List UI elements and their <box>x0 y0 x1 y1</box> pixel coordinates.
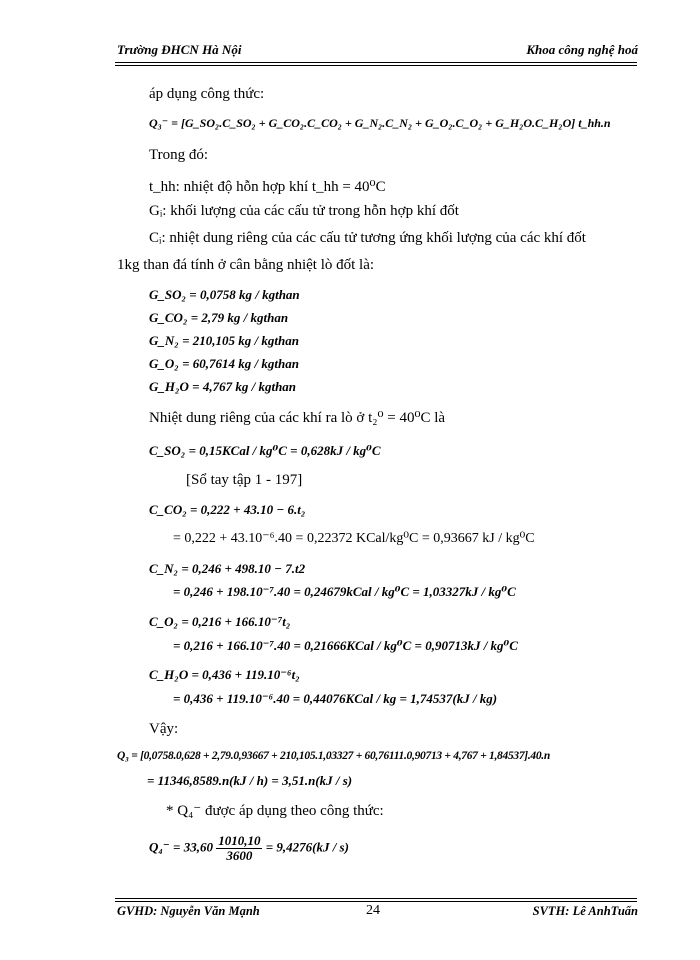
reference: [Sổ tay tập 1 - 197] <box>186 472 303 488</box>
header-right: Khoa công nghệ hoá <box>526 42 638 57</box>
q4-fraction <box>216 834 262 863</box>
header-left: Trường ĐHCN Hà Nội <box>117 42 242 57</box>
footer-rule-2 <box>115 901 637 902</box>
c-h2o-line1: C_H₂O = 0,436 + 119.10⁻⁶t₂ <box>149 667 300 682</box>
heat-intro: Nhiệt dung riêng của các khí ra lò ở t₂⁰ = 40⁰C là <box>149 410 446 426</box>
def-thh: t_hh: nhiệt độ hỗn hợp khí t_hh = 40⁰C <box>149 179 386 195</box>
c-o2-line1: C_O₂ = 0,216 + 166.10⁻⁷t₂ <box>149 614 291 629</box>
c-n2-line2: = 0,246 + 198.10⁻⁷.40 = 0,24679kCal / kg⁰C = 1,03327kJ / kg⁰C <box>173 584 516 599</box>
intro-text: áp dụng công thức: <box>149 86 265 102</box>
mass-item: G_SO₂ = 0,0758 kg / kgthan <box>149 287 300 302</box>
mass-item: G_O₂ = 60,7614 kg / kgthan <box>149 356 299 371</box>
c-co2-line2: = 0,222 + 43.10⁻⁶.40 = 0,22372 KCal/kg⁰C = 0,93667 kJ / kg⁰C <box>173 531 535 546</box>
mass-item: G_H₂O = 4,767 kg / kgthan <box>149 379 297 394</box>
q4-rhs: = 9,4276(kJ / s) <box>265 839 349 855</box>
footer-rule <box>115 898 637 899</box>
mass-item: G_CO₂ = 2,79 kg / kgthan <box>149 310 289 325</box>
c-n2-line1: C_N₂ = 0,246 + 498.10 − 7.t2 <box>149 561 306 576</box>
formula-q3: Q₃⁻ = [G_SO₂.C_SO₂ + G_CO₂.C_CO₂ + G_N₂.C_N₂ + G_O₂.C_O₂ + G_H₂O.C_H₂O] t_hh.n <box>149 116 611 130</box>
q3-line1: Q₃ = [0,0758.0,628 + 2,79.0,93667 + 210,105.1,03327 + 60,76111.0,90713 + 4,767 + 1,84537].40.n <box>117 750 550 762</box>
q4-intro: * Q₄⁻ được áp dụng theo công thức: <box>166 803 384 819</box>
c-o2-line2: = 0,216 + 166.10⁻⁷.40 = 0,21666KCal / kg⁰C = 0,90713kJ / kg⁰C <box>173 638 518 653</box>
page-number: 24 <box>366 903 380 918</box>
def-gi: Gᵢ: khối lượng của các cấu tử trong hỗn hợp khí đốt <box>149 203 459 219</box>
q4-denominator: 3600 <box>226 848 253 863</box>
mass-item: G_N₂ = 210,105 kg / kgthan <box>149 333 299 348</box>
footer-right: SVTH: Lê AnhTuấn <box>532 904 638 918</box>
q3-line2: = 11346,8589.n(kJ / h) = 3,51.n(kJ / s) <box>147 773 353 788</box>
c-so2: C_SO₂ = 0,15KCal / kg⁰C = 0,628kJ / kg⁰C <box>149 443 381 458</box>
def-ci-line2: 1kg than đá tính ở cân bằng nhiệt lò đốt là: <box>117 257 375 273</box>
q4-numerator: 1010,10 <box>218 833 261 848</box>
where-text: Trong đó: <box>149 147 209 163</box>
thus-text: Vậy: <box>149 721 179 737</box>
def-ci-line1: Cᵢ: nhiệt dung riêng của các cấu tử tương ứng khối lượng của các khí đốt <box>149 230 586 246</box>
c-co2-line1: C_CO₂ = 0,222 + 43.10 − 6.t₂ <box>149 502 306 517</box>
c-h2o-line2: = 0,436 + 119.10⁻⁶.40 = 0,44076KCal / kg = 1,74537(kJ / kg) <box>173 691 498 706</box>
footer-left: GVHD: Nguyễn Văn Mạnh <box>117 904 260 918</box>
header-rule-2 <box>115 65 637 66</box>
header-rule <box>115 62 637 63</box>
q4-formula <box>149 834 349 863</box>
q4-lhs: Q₄⁻ = 33,60 <box>149 839 213 855</box>
